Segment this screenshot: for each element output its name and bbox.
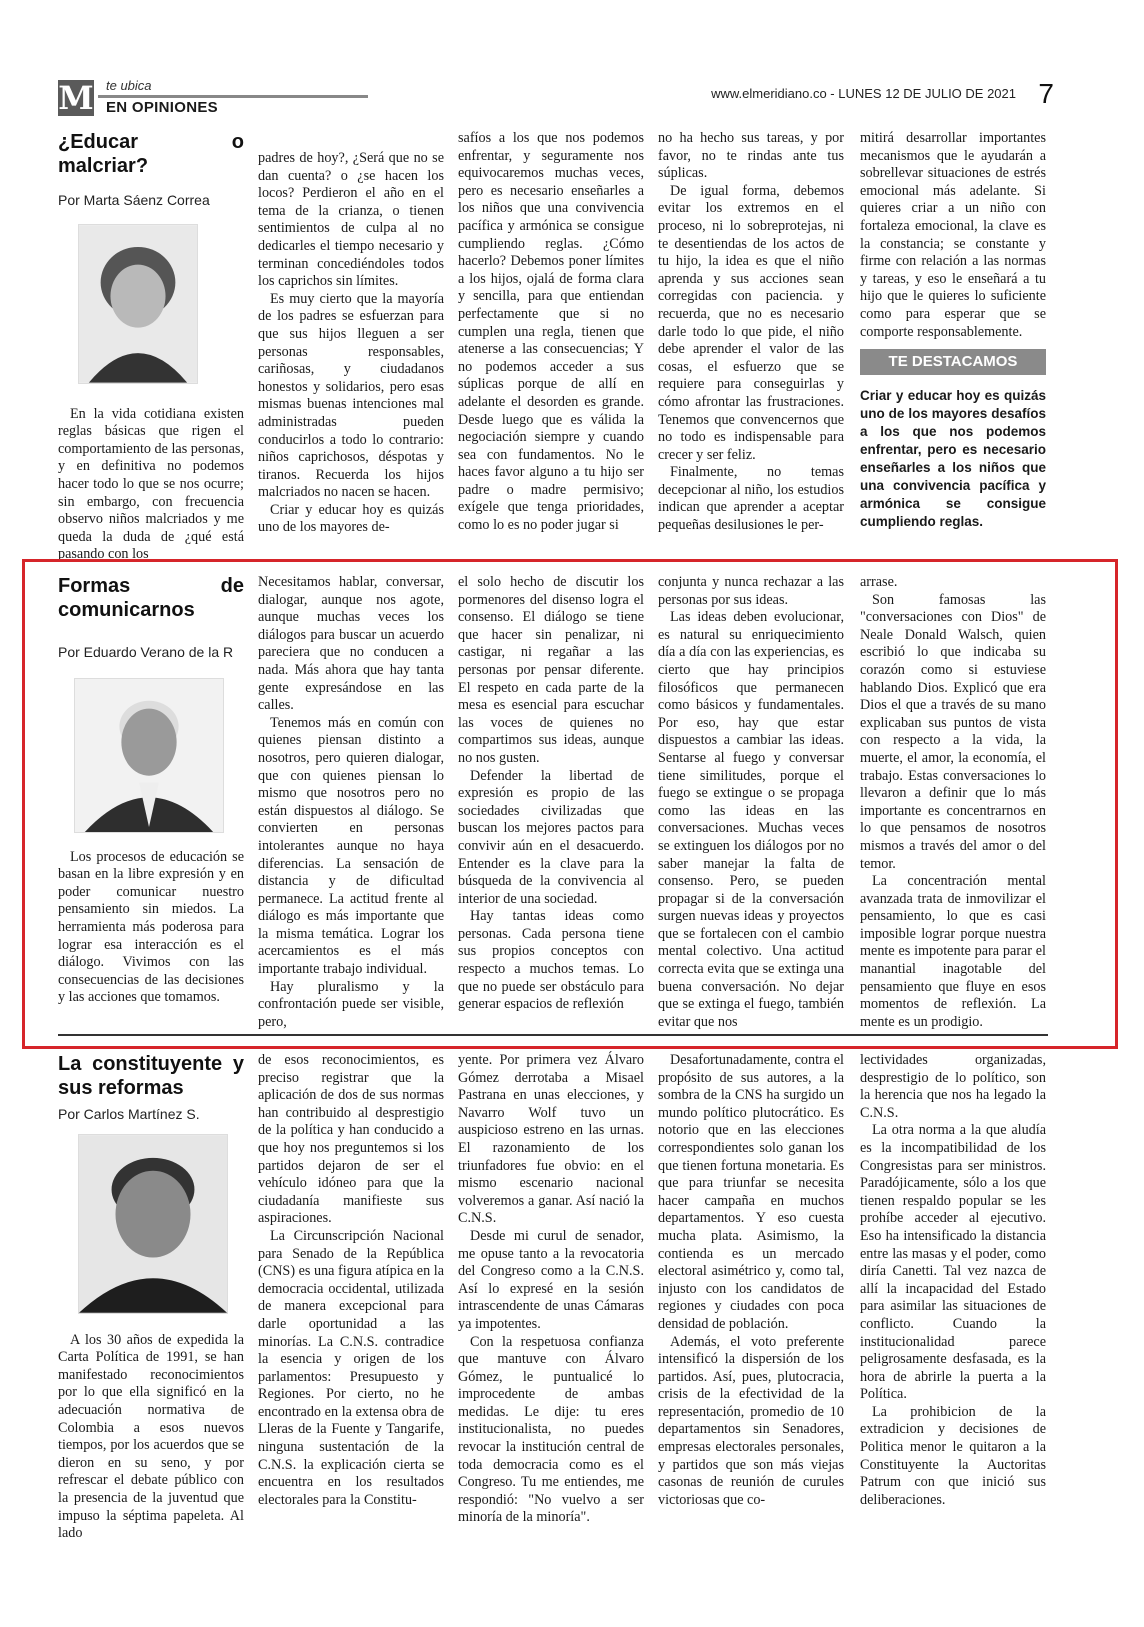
paragraph: La concentración mental avanzada trata de inmovilizar el pensamiento, lo que es casi imposible lograr porque nuestra mente es impotente para parar el manantial inagotable del pensamiento que fluye en esos momentos de reflexión. La mente es un prodigio. (860, 873, 1046, 1030)
article3-col3 (458, 1052, 644, 1527)
paragraph: Hay pluralismo y la confrontación puede ser visible, pero, (258, 978, 444, 1030)
paragraph: A los 30 años de expedida la Carta Política de 1991, se han manifestado reconocimientos por lo que ella significó en la adecuación normativa de Colombia a esos nuevos tiempos, por los acuerdos que se dieron en su seno, y por refrescar el debate público con la presencia de la juventud que impuso la séptima papeleta. Al lado (58, 1331, 244, 1542)
newspaper-logo[interactable]: M (58, 79, 94, 117)
article2-col2 (258, 574, 444, 1031)
paragraph: safíos a los que nos podemos enfrentar, y seguramente nos equivocaremos muchas veces, pero es necesario enseñarles a los niños que una convivencia pacífica y armónica se consigue cumpliendo reglas. ¿Cómo hacerlo? Debemos poner límites a los hijos, ojalá de forma clara y sencilla, para que entiendan perfectamente que si no cumplen una regla, tienen que atenerse a las consecuencias; Y no podemos acceder a sus súplicas porque de allí en adelante el desorden es grande. Desde luego que es válida la negociación siempre y cuando sea con fundamentos. No le haces favor alguno a tu hijo ser padre o madre permisivo; exígele que tenga prioridades, como lo es no poder jugar si (458, 130, 644, 534)
article2-col5 (860, 574, 1046, 1031)
article1-col5 (860, 130, 1046, 531)
page-number: 7 (1038, 78, 1054, 109)
article1-col1-text (58, 406, 244, 564)
article-byline: Por Carlos Martínez S. (58, 1106, 200, 1122)
article-divider (58, 1034, 1048, 1036)
article-constituyente (58, 1052, 1088, 1542)
paragraph: La prohibicion de la extradicion y decisiones de Politica menor le quitaron a la Constituyente la Auctoritas Patrum con que inició sus deliberaciones. (860, 1403, 1046, 1508)
article-formas (58, 574, 1088, 1034)
paragraph: Las ideas deben evolucionar, es natural su enriquecimiento día a día con las experiencias, es cierto que hay principios filosóficos que permanecen como básicos y fundamentales. Por eso, hay que estar dispuestos a cambiar las ideas. Sentarse al fuego y conversar tiene similitudes, porque el fuego se extingue o se propaga como las ideas en las conversaciones. Muchas veces se extinguen los diálogos por no saber manejar la falta de consenso. Pero, se pueden propagar si de la conversación surgen nuevas ideas y proyectos que se fortalecen con el cambio mental colectivo. Una actitud correcta evita que se extinga una buena conversación. No dejar que se extinga el fuego, también evitar que nos (658, 609, 844, 1030)
header-rule (98, 95, 368, 98)
paragraph: Tenemos más en común con quienes piensan distinto a nosotros, pero quieren dialogar, que con quienes piensan lo mismo que nosotros pero no están dispuestos al diálogo. Se convierten en personas intolerantes aunque no haya diferencias. La sensación de distancia y de dificultad permanece. La actitud frente al diálogo es más importante que la misma temática. Lograr los acercamientos es el más importante trabajo individual. (258, 714, 444, 978)
article-title: Formas de comunicarnos (58, 575, 244, 621)
paragraph: En la vida cotidiana existen reglas básicas que rigen el comportamiento de las personas, y en definitiva no podemos hacer todo lo que se nos ocurre; sin embargo, con frecuencia observo niños malcriados y me queda la duda de ¿qué está pasando con los (58, 405, 244, 563)
article2-col1 (58, 574, 244, 1007)
paragraph: Son famosas las "conversaciones con Dios" de Neale Donald Walsch, quien escribió lo que indicaba su corazón como si estuviese hablando Dios. Explicó que era Dios el que a través de su mano explicaban sus puntos de vista con respecto a la vida, la muerte, el amor, la economía, el trabajo. Estas conversaciones lo llevaron a definir que lo más importante es concentrarnos en lo que pensamos de nosotros mismos a través del amor o del temor. (860, 591, 1046, 872)
paragraph: Finalmente, no temas decepcionar al niño, los estudios indican que aprender a aceptar pequeñas desilusiones le per- (658, 464, 844, 534)
paragraph: De igual forma, debemos evitar los extremos en el proceso, ni lo sobreprotejas, ni te desentiendas de los actos de tu hijo, la idea es que el niño aprenda y sus acciones sean corregidas con paciencia. y recuerda, que no es necesario darle todo lo que pide, el niño debe aprender el valor de las cosas, el esfuerzo que se requiere para conseguirlas y cómo afrontar las frustraciones. Tenemos que convencernos que no todo es indispensable para crecer y ser feliz. (658, 182, 844, 463)
dateline: www.elmeridiano.co - LUNES 12 DE JULIO DE 2021 (711, 86, 1016, 101)
paragraph: Desde mi curul de senador, me opuse tanto a la revocatoria del Congreso como a la C.N.S. Así lo expresé en la sesión intrascendente de unas Cámaras ya impotentes. (458, 1227, 644, 1332)
article1-col3 (458, 130, 644, 535)
paragraph: Hay tantas ideas como personas. Cada persona tiene sus propios conceptos con respecto a muchos temas. Lo que no puede ser obstáculo para generar espacios de reflexión (458, 908, 644, 1013)
article3-col2 (258, 1052, 444, 1509)
author-photo (78, 224, 198, 384)
author-portrait-image (75, 679, 223, 832)
article2-col4 (658, 574, 844, 1031)
paragraph: conjunta y nunca rechazar a las personas por sus ideas. (658, 574, 844, 608)
paragraph: La Circunscripción Nacional para Senado de la República (CNS) es una figura atípica en la democracia occidental, utilizada de manera excepcional para darle oportunidad a las minorías. La C.N.S. contradice la esencia y origen de los parlamentos: Presupuesto y Regiones. Por cierto, no he encontrado en la extensa obra de Lleras de la Fuente y Tangarife, ninguna sustentación de la C.N.S. la explicación cierta se encuentra en los resultados electorales para la Constitu- (258, 1227, 444, 1508)
paragraph: Con la respetuosa confianza que mantuve con Álvaro Gómez, le puntualicé lo improcedente de ambas medidas. Le dije: tu eres institucionalista, no puedes revocar la institución central de toda democracia como es el Congreso. Tu me entiendes, me respondió: "No vuelvo a ser minoría de la minoría". (458, 1333, 644, 1526)
article1-col1 (58, 130, 244, 564)
author-photo (78, 1134, 228, 1314)
highlight-tag: TE DESTACAMOS (860, 349, 1046, 375)
author-portrait-image (79, 225, 197, 383)
paragraph: no ha hecho sus tareas, y por favor, no te rindas ante tus súplicas. (658, 130, 844, 182)
paragraph: Es muy cierto que la mayoría de los padres se esfuerzan para que sus hijos lleguen a ser personas responsables, cariñosas, y ciudadanos honestos y solidarios, pero esas mismas buenas intenciones mal administradas pueden conducirlos a todo lo contrario: niños caprichosos, déspotas y tiranos. Recuerda los hijos malcriados no nacen se hacen. (258, 290, 444, 501)
section-tagline: te ubica (106, 78, 152, 93)
article2-col3 (458, 574, 644, 1014)
article3-col1 (58, 1052, 244, 1543)
paragraph: Además, el voto preferente intensificó la dispersión de los partidos. Así, pues, plutocracia, crisis de la efectividad de la representación, promedio de 10 departamentos sin Senadores, empresas electorales personales, y partidos que son más viejas casonas de reunión de curules victoriosas que co- (658, 1333, 844, 1508)
article3-col1-text (58, 1332, 244, 1543)
section-name: EN OPINIONES (106, 99, 218, 116)
article3-col5 (860, 1052, 1046, 1509)
paragraph: Los procesos de educación se basan en la libre expresión y en poder comunicar nuestro pensamiento sin miedos. La herramienta más poderosa para lograr esa interacción es el diálogo. Vivimos con las consecuencias de las decisiones y las acciones que tomamos. (58, 848, 244, 1006)
paragraph: arrase. (860, 574, 898, 590)
highlight-quote: Criar y educar hoy es quizás uno de los mayores desafíos a los que nos podemos enfrentar, pero es necesario enseñarles a los niños que una convivencia pacífica y armónica se consigue cumpliendo reglas. (860, 387, 1046, 529)
paragraph: Necesitamos hablar, conversar, dialogar, aunque nos agote, aunque muchas veces los diálogos para buscar un acuerdo pareciera que no conducen a nada. Más ahora que hay tanta gente expresándose en las calles. (258, 574, 444, 714)
paragraph: de esos reconocimientos, es preciso registrar que la aplicación de dos de sus normas han contribuido al desprestigio de la política y han conducido a que hoy nos preguntemos si los partidos dejaron de ser el vehículo idóneo para que la ciudadanía manifieste sus aspiraciones. (258, 1052, 444, 1227)
article-byline: Por Eduardo Verano de la R (58, 644, 234, 660)
paragraph: La otra norma a la que aludía es la incompatibilidad de los Congresistas para ser ministros. Paradójicamente, sólo a los que tienen respaldo popular se les prohíbe acceder al ejecutivo. Eso ha intensificado la distancia entre las masas y el poder, como diría Canetti. Tal vez nazca de allí la incapacidad del Estado para asimilar las situaciones de conflicto. Cuando la institucionalidad parece peligrosamente desfasada, es la hora de abrirle la puerta a la Política. (860, 1122, 1046, 1403)
paragraph: Desafortunadamente, contra el propósito de sus autores, a la sombra de la CNS ha surgido un mundo político plutocrático. Es notorio que en las elecciones correspondientes solo ganan los que tienen fortuna monetaria. Es que para triunfar se necesita hacer campaña en muchos departamentos. Y eso cuesta mucha plata. Asimismo, la contienda es un mercado electoral asimétrico y, como tal, injusto con los candidatos de regiones y ciudades con poca densidad de población. (658, 1052, 844, 1332)
paragraph: Criar y educar hoy es quizás uno de los mayores de- (258, 501, 444, 536)
author-portrait-image (79, 1135, 227, 1313)
article-educar (58, 130, 1088, 563)
article-title: ¿Educar o malcriar? (58, 131, 244, 177)
article2-col1-text (58, 849, 244, 1007)
paragraph: Defender la libertad de expresión es propio de las sociedades civilizadas que buscan los mejores pactos para convivir aún en el desacuerdo. Entender es la clave para la búsqueda de la convivencia al interior de una sociedad. (458, 767, 644, 907)
page-header (58, 78, 1088, 118)
paragraph: yente. Por primera vez Álvaro Gómez derrotaba a Misael Pastrana en unas elecciones, y Navarro Wolf tuvo un auspicioso estreno en las urnas. El razonamiento de los triunfadores fue obvio: en el mismo escenario nacional volveremos a ganar. Así nació la C.N.S. (458, 1052, 644, 1227)
paragraph: el solo hecho de discutir los pormenores del disenso logra el consenso. El diálogo se tiene que hacer sin penalizar, ni castigar, ni regañar a las personas por pensar diferente. El respeto en cada parte de la mesa es esencial para escuchar las voces de quienes no compartimos sus ideas, aunque no nos gusten. (458, 574, 644, 766)
paragraph: padres de hoy?, ¿Será que no se dan cuenta? o ¿se hacen los locos? Perdieron el año en el tema de la crianza, o tienen sentimientos de culpa al no dedicarles el tiempo necesario y terminan concediéndoles todos los caprichos sin límites. (258, 150, 444, 290)
author-photo (74, 678, 224, 833)
paragraph: lectividades organizadas, desprestigio de lo político, son la herencia que nos ha legado la C.N.S. (860, 1052, 1046, 1121)
paragraph: mitirá desarrollar importantes mecanismos que le ayudarán a sobrellevar situaciones de estrés emocional más adelante. Si quieres criar a un niño con fortaleza emocional, la clave es la constancia; se constante y firme con relación a las normas y tareas, y eso le enseñará a tu hijo que le quieres lo suficiente como para esperar que se comporte responsablemente. (860, 130, 1046, 340)
article1-col2 (258, 130, 444, 537)
article1-col4 (658, 130, 844, 535)
article3-col4 (658, 1052, 844, 1509)
article-byline: Por Marta Sáenz Correa (58, 192, 210, 208)
article-title: La constituyente y sus reformas (58, 1053, 244, 1099)
